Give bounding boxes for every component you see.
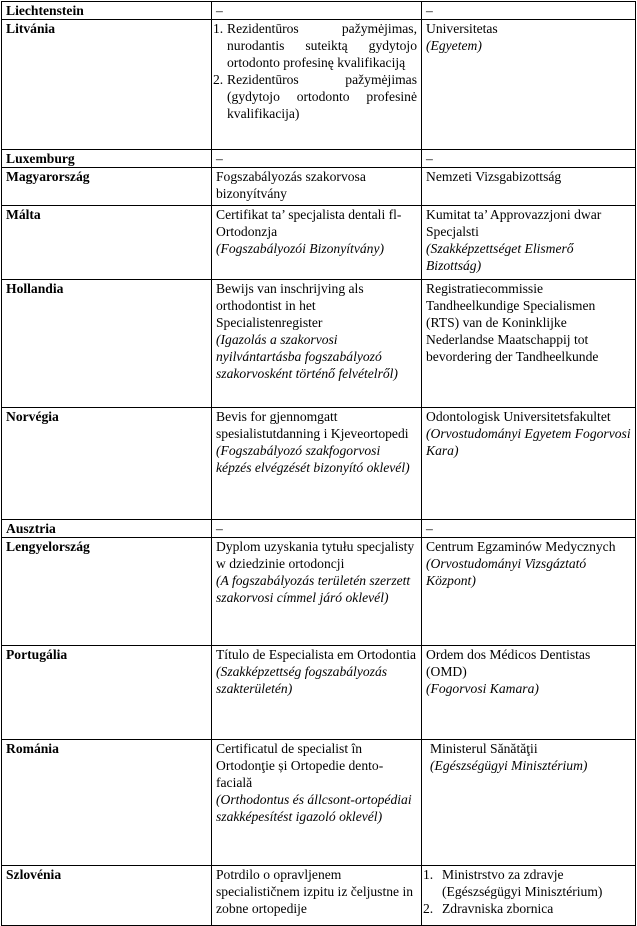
- table-row: [2, 20, 636, 150]
- authority-cell: –: [422, 520, 636, 538]
- diploma-cell: Certifikat ta’ specjalista dentali fl-Ortodonzja (Fogszabályozói Bizonyítvány): [212, 206, 422, 280]
- table-row: [2, 150, 636, 168]
- diploma-cell: –: [212, 150, 422, 168]
- diploma-cell: Dyplom uzyskania tytułu specjalisty w dziedzinie ortodoncji (A fogszabályozás területén szerzett szakorvosi címmel járó oklevél): [212, 538, 422, 646]
- authority-cell: Registratiecommissie Tandheelkundige Specialismen (RTS) van de Koninklijke Nederlandse Maatschappij tot bevordering der Tandheelkunde: [422, 280, 636, 408]
- authority-cell: –: [422, 2, 636, 20]
- country-cell: Lengyelország: [2, 538, 212, 646]
- country-cell: Liechtenstein: [2, 2, 212, 20]
- list-item: 1. Rezidentūros pažymėjimas, nurodantis suteiktą gydytojo ortodonto profesinę kvalifikaciją: [213, 21, 417, 70]
- country-cell: Szlovénia: [2, 866, 212, 926]
- authority-cell: Odontologisk Universitetsfakultet (Orvostudományi Egyetem Fogorvosi Kara): [422, 408, 636, 520]
- table-row: [2, 646, 636, 740]
- country-cell: Málta: [2, 206, 212, 280]
- country-cell: Portugália: [2, 646, 212, 740]
- authority-list: [423, 866, 631, 917]
- country-cell: Magyarország: [2, 168, 212, 206]
- country-cell: Ausztria: [2, 520, 212, 538]
- diploma-cell: –: [212, 520, 422, 538]
- list-item: 2. Zdravniska zbornica: [423, 901, 554, 916]
- authority-cell: [422, 866, 636, 926]
- country-cell: Hollandia: [2, 280, 212, 408]
- authority-cell: Ministerul Sănătăţii (Egészségügyi Minisztérium): [422, 740, 636, 866]
- table-row: [2, 2, 636, 20]
- list-item: 1. Ministrstvo za zdravje (Egészségügyi Minisztérium): [423, 867, 603, 899]
- country-cell: Románia: [2, 740, 212, 866]
- authority-cell: Kumitat ta’ Approvazzjoni dwar Specjalsti (Szakképzettséget Elismerő Bizottság): [422, 206, 636, 280]
- list-item: 2. Rezidentūros pažymėjimas (gydytojo ortodonto profesinė kvalifikacija): [213, 72, 417, 121]
- diploma-cell: Bewijs van inschrijving als orthodontist in het Specialistenregister (Igazolás a szakorvosi nyilvántartásba fogszabályozó szakorvosként történő felvételről): [212, 280, 422, 408]
- diploma-cell: [212, 20, 422, 150]
- table-row: [2, 520, 636, 538]
- authority-cell: Universitetas (Egyetem): [422, 20, 636, 150]
- table-row: [2, 740, 636, 866]
- country-cell: Luxemburg: [2, 150, 212, 168]
- diploma-cell: Certificatul de specialist în Ortodonţie și Ortopedie dento-facială (Orthodontus és állcsont-ortopédiai szakképesítést igazoló oklevél): [212, 740, 422, 866]
- diploma-cell: Potrdilo o opravljenem specialističnem izpitu iz čeljustne in zobne ortopedije: [212, 866, 422, 926]
- authority-cell: Nemzeti Vizsgabizottság: [422, 168, 636, 206]
- diploma-cell: Título de Especialista em Ortodontia (Szakképzettség fogszabályozás szakterületén): [212, 646, 422, 740]
- country-cell: Litvánia: [2, 20, 212, 150]
- authority-cell: –: [422, 150, 636, 168]
- authority-cell: Ordem dos Médicos Dentistas (OMD) (Fogorvosi Kamara): [422, 646, 636, 740]
- diploma-cell: Fogszabályozás szakorvosa bizonyítvány: [212, 168, 422, 206]
- country-cell: Norvégia: [2, 408, 212, 520]
- table-row: [2, 206, 636, 280]
- diploma-cell: –: [212, 2, 422, 20]
- table-row: [2, 408, 636, 520]
- authority-cell: Centrum Egzaminów Medycznych (Orvostudományi Vizsgáztató Központ): [422, 538, 636, 646]
- table-row: [2, 538, 636, 646]
- table-row: [2, 280, 636, 408]
- diploma-list: [213, 20, 417, 122]
- table-row: [2, 866, 636, 926]
- diploma-cell: Bevis for gjennomgatt spesialistutdanning i Kjeveortopedi (Fogszabályozó szakfogorvosi képzés elvégzését bizonyító oklevél): [212, 408, 422, 520]
- qualifications-table: [1, 1, 636, 926]
- table-row: [2, 168, 636, 206]
